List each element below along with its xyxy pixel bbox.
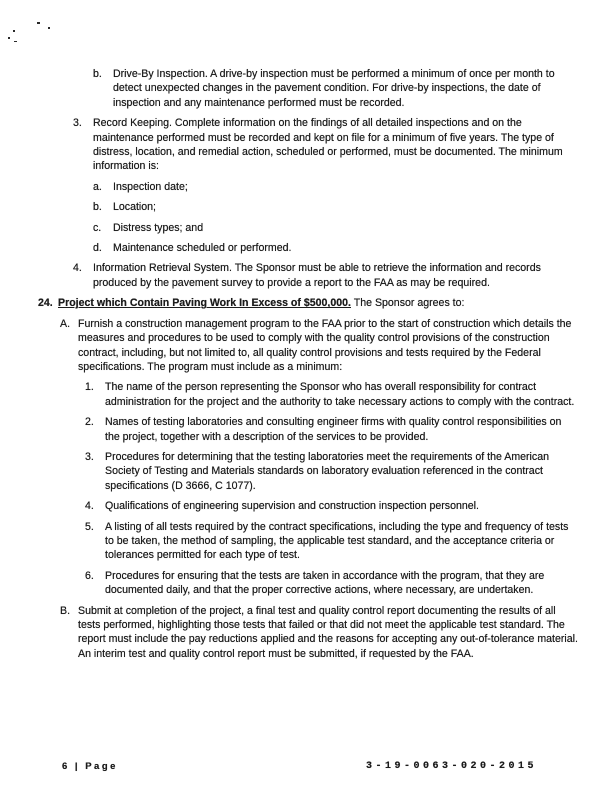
list-item [85, 520, 579, 563]
list-item [60, 317, 579, 375]
page-number-footer: 6 | Page [62, 761, 118, 772]
list-item-text: Drive-By Inspection. A drive-by inspection must be performed a minimum of once per month to detect unexpected changes in the pavement condition. For drive-by inspections, the date of inspection and any maintenance performed must be recorded. [113, 68, 555, 109]
list-item [93, 200, 579, 214]
document-body [38, 67, 579, 667]
list-item-text: Names of testing laboratories and consulting engineer firms with quality control responsibilities on the project, together with a description of the services to be provided. [105, 416, 562, 443]
list-item-text: Procedures for ensuring that the tests are taken in accordance with the program, that they are documented daily, and that the proper corrective actions, where necessary, are undertaken. [105, 569, 545, 597]
list-marker: b. [93, 201, 102, 214]
list-item-text: Distress types; and [113, 221, 204, 234]
list-item-text: Qualifications of engineering supervision and construction inspection personnel. [105, 500, 479, 513]
list-marker: 2. [85, 416, 94, 429]
section-heading-tail: The Sponsor agrees to: [351, 297, 465, 310]
list-item-text: Procedures for determining that the testing laboratories meet the requirements of the American Society of Testing and Materials standards on laboratory evaluation referenced in the contract specifications (D 3666, C 1077). [105, 450, 549, 492]
list-item-text: The name of the person representing the Sponsor who has overall responsibility for contract administration for the project and the authority to take necessary actions to comply with the contract. [105, 381, 575, 408]
scan-speck [8, 37, 10, 39]
list-marker: 5. [85, 520, 94, 533]
list-item [93, 67, 579, 110]
list-marker: b. [93, 68, 102, 80]
list-marker: c. [93, 221, 102, 234]
list-marker: 4. [73, 262, 82, 275]
list-marker: 3. [73, 117, 82, 130]
list-item-text: Furnish a construction management program to the FAA prior to the start of construction which details the measures and procedures to be used to comply with the quality control provisions of the construction contract, including, but not limited to, all quality control provisions and tests required by the Federal specifications. The program must include as a minimum: [78, 317, 572, 373]
scan-speck [14, 41, 17, 42]
scan-speck [37, 22, 40, 24]
list-item [85, 569, 579, 598]
list-item [93, 241, 579, 255]
list-marker: d. [93, 242, 102, 255]
list-marker: a. [93, 180, 102, 193]
list-item-text: Record Keeping. Complete information on the findings of all detailed inspections and on the maintenance performed must be recorded and kept on file for a minimum of five years. The type of distress, location, and remedial action, scheduled or performed, must be documented. The minimum information is: [93, 117, 563, 173]
list-item [60, 604, 579, 662]
section-heading-text [58, 296, 579, 310]
list-item-text: Inspection date; [113, 180, 188, 193]
list-item [73, 116, 579, 174]
list-marker: 3. [85, 450, 94, 463]
list-item [85, 380, 579, 409]
list-marker: A. [60, 317, 71, 330]
section-number: 24. [38, 297, 53, 310]
list-item [93, 180, 579, 194]
list-marker: 1. [85, 381, 94, 394]
list-item [85, 450, 579, 493]
list-marker: 6. [85, 569, 94, 582]
list-marker: B. [60, 604, 71, 617]
scan-speck [13, 30, 15, 32]
list-item-text: A listing of all tests required by the contract specifications, including the type and frequency of tests to be taken, the method of sampling, the applicable test standard, and the acceptance criteria or tolerances permitted for each type of test. [105, 520, 569, 562]
list-marker: 4. [85, 500, 94, 513]
list-item-text: Submit at completion of the project, a final test and quality control report documenting the results of all tests performed, highlighting those tests that failed or that did not meet the applicable test standard. The report must include the pay reductions applied and the reasons for accepting any out-of-tolerance material. An interim test and quality control report must be submitted, if requested by the FAA. [78, 604, 578, 660]
scan-speck [48, 27, 50, 29]
grant-number: 3-19-0063-020-2015 [365, 761, 537, 772]
list-item-text: Maintenance scheduled or performed. [113, 242, 292, 255]
section-heading-underlined: Project which Contain Paving Work In Excess of $500,000. [58, 297, 351, 310]
list-item [85, 415, 579, 444]
list-item [85, 499, 579, 513]
list-item [73, 261, 579, 290]
list-item [93, 221, 579, 235]
list-item-text: Location; [113, 201, 156, 214]
list-item-text: Information Retrieval System. The Sponsor must be able to retrieve the information and records produced by the pavement survey to provide a report to the FAA as may be required. [93, 262, 541, 289]
section-24-heading [38, 296, 579, 310]
